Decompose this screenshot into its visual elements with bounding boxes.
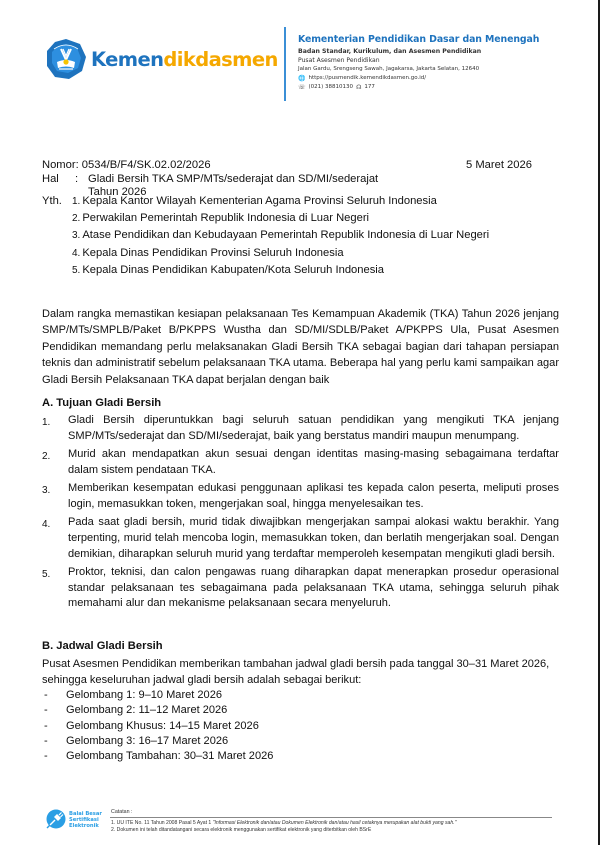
intro-paragraph: Dalam rangka memastikan kesiapan pelaksanaan Tes Kemampuan Akademik (TKA) Tahun 2026 jenjang SMP/MTs/SMPLB/Paket B/PKPPS Wustha dan SD/MI/SDLB/Paket A/PKPPS Ula, Pusat Asesmen Pendidikan memandang perlu melaksanakan Gladi Bersih TKA sebagai bagian dari tahapan persiapan teknis dan administratif sebelum pelaksanaan TKA utama. Beberapa hal yang perlu kami sampaikan agar Gladi Bersih Pelaksanaan TKA dapat berjalan dengan baik: [42, 308, 559, 386]
bullet-dash: -: [44, 689, 48, 701]
headset-icon: ☊: [356, 83, 362, 91]
objectives-list: [42, 413, 559, 615]
schedule-text: Gelombang 3: 16–17 Maret 2026: [66, 734, 229, 747]
recipient-text: Kepala Dinas Pendidikan Kabupaten/Kota Seluruh Indonesia: [82, 263, 385, 276]
objective-text: Gladi Bersih diperuntukkan bagi seluruh satuan pendidikan yang mengikuti TKA jenjang SMP/MTs/sederajat dan SD/MI/sederajat, baik yang berstatus mandiri maupun menumpang.: [68, 414, 559, 442]
note-1-quote: "Informasi Elektronik dan/atau Dokumen Elektronik dan/atau hasil cetaknya merupakan alat bukti yang sah.": [212, 820, 457, 826]
objective-item: [42, 481, 559, 513]
agency-name: Badan Standar, Kurikulum, dan Asesmen Pendidikan: [298, 48, 482, 55]
objective-number: 5.: [42, 568, 51, 580]
recipient-item: [72, 229, 489, 246]
ministry-logo: [45, 38, 278, 80]
contact-row: [298, 84, 539, 91]
letter-number-label: Nomor:: [42, 159, 79, 171]
recipient-text: Kepala Kantor Wilayah Kementerian Agama Provinsi Seluruh Indonesia: [82, 195, 437, 207]
schedule-list: [44, 688, 273, 764]
objective-number: 4.: [42, 518, 51, 530]
recipient-item: [72, 247, 489, 264]
letterhead-info: [298, 34, 539, 91]
note-1: [111, 820, 456, 826]
recipient-number: 4.: [72, 247, 81, 259]
bsre-name: [69, 811, 102, 829]
letterhead-divider: [284, 27, 286, 101]
recipient-text: Atase Pendidikan dan Kebudayaan Pemerintah Republik Indonesia di Luar Negeri: [82, 229, 490, 242]
hotline-number: 177: [364, 84, 375, 90]
bullet-dash: -: [44, 750, 48, 763]
schedule-item: [44, 749, 273, 764]
objective-text: Memberikan kesempatan edukasi penggunaan aplikasi tes kepada calon peserta, meliputi proses login, memasukkan token, mengerjakan soal, hingga menyelesaikan tes.: [68, 481, 559, 510]
schedule-item: [44, 688, 273, 703]
objective-text: Pada saat gladi bersih, murid tidak diwajibkan mengerjakan sampai alokasi waktu berakhir. Yang terpenting, murid telah mencoba login, memasukkan token, dan berlatih mengerjakan soal. Dengan demikian, diharapkan seluruh murid yang terdaftar memperoleh kesempatan mengikuti gladi bersih.: [68, 515, 559, 560]
recipient-item: [72, 264, 489, 281]
website-row: [298, 75, 539, 82]
globe-icon: 🌐: [298, 74, 306, 82]
brand-wordmark-part1: Kemen: [91, 47, 164, 71]
recipients-label: Yth.: [42, 195, 62, 207]
schedule-item: [44, 703, 273, 718]
unit-name: Pusat Asesmen Pendidikan: [298, 57, 380, 64]
recipient-item: [72, 195, 489, 212]
notes-title: Catatan :: [111, 809, 133, 815]
objective-item: [42, 447, 559, 479]
ministry-name: Kementerian Pendidikan Dasar dan Menengah: [298, 34, 540, 45]
website-link[interactable]: https://pusmendik.kemendikdasmen.go.id/: [308, 75, 427, 81]
brand-wordmark-part2: dikdasmen: [163, 47, 278, 71]
bsre-plug-icon: [45, 809, 66, 830]
brand-wordmark: [91, 48, 278, 71]
objective-number: 2.: [42, 450, 51, 462]
bullet-dash: -: [44, 734, 48, 747]
subject-line-2: Tahun 2026: [88, 186, 147, 199]
objective-text: Proktor, teknisi, dan calon pengawas ruang diharapkan dapat menerapkan prosedur operasional standar pelaksanaan tes sebagaimana pada pelaksanaan TKA utama, sehingga seluruh pihak memahami alur dan mekanisme pelaksanaan secara menyeluruh.: [68, 565, 559, 610]
subject-line-1: Gladi Bersih TKA SMP/MTs/sederajat dan SD/MI/sederajat: [88, 173, 379, 185]
letter-number-value: 0534/B/F4/SK.02.02/2026: [81, 159, 211, 171]
bsre-line: Elektronik: [69, 822, 99, 829]
schedule-text: Gelombang Khusus: 14–15 Maret 2026: [66, 719, 259, 732]
note-1-prefix: 1. UU ITE No. 11 Tahun 2008 Pasal 5 Ayat 1: [111, 820, 213, 826]
recipient-number: 2.: [72, 213, 81, 225]
objective-item: [42, 515, 559, 562]
schedule-item: [44, 719, 273, 734]
subject-label: Hal: [42, 173, 59, 185]
bsre-logo: [45, 809, 102, 830]
objective-item: [42, 413, 559, 445]
letter-date: 5 Maret 2026: [466, 159, 532, 171]
section-a-heading: A. Tujuan Gladi Bersih: [42, 397, 162, 409]
objective-number: 3.: [42, 484, 51, 496]
recipient-number: 1.: [72, 196, 81, 207]
note-2: 2. Dokumen ini telah ditandatangani secara elektronik menggunakan sertifikat elektronik yang diterbitkan oleh BSrE: [111, 827, 372, 833]
recipient-number: 3.: [72, 230, 81, 242]
letter-number: [42, 159, 211, 172]
schedule-text: Gelombang 1: 9–10 Maret 2026: [66, 689, 222, 701]
bsre-line: Balai Besar: [69, 810, 102, 817]
schedule-intro: Pusat Asesmen Pendidikan memberikan tambahan jadwal gladi bersih pada tanggal 30–31 Maret 2026, sehingga keseluruhan jadwal gladi bersih adalah sebagai berikut:: [42, 658, 550, 686]
schedule-text: Gelombang Tambahan: 30–31 Maret 2026: [66, 750, 274, 763]
recipients-list: [72, 195, 489, 281]
subject-colon: :: [75, 173, 79, 185]
section-b-heading: B. Jadwal Gladi Bersih: [42, 640, 163, 652]
schedule-text: Gelombang 2: 11–12 Maret 2026: [66, 704, 228, 717]
notes-divider: [110, 817, 552, 818]
objective-item: [42, 565, 559, 612]
objective-number: 1.: [42, 417, 51, 428]
recipient-text: Kepala Dinas Pendidikan Provinsi Seluruh Indonesia: [82, 246, 344, 259]
phone-icon: ☏: [298, 83, 306, 91]
recipient-text: Perwakilan Pemerintah Republik Indonesia di Luar Negeri: [82, 212, 370, 225]
bsre-line: Sertifikasi: [69, 816, 99, 823]
bullet-dash: -: [44, 719, 48, 732]
recipient-item: [72, 212, 489, 229]
schedule-item: [44, 734, 273, 749]
tut-wuri-handayani-emblem-icon: [45, 38, 87, 80]
recipient-number: 5.: [72, 264, 81, 276]
bullet-dash: -: [44, 704, 48, 717]
objective-text: Murid akan mendapatkan akun sesuai dengan identitas masing-masing sebagaimana terdaftar dalam sistem pendataan TKA.: [68, 447, 559, 476]
phone-number: (021) 38810130: [308, 84, 354, 90]
address: Jalan Gardu, Srengseng Sawah, Jagakarsa, Jakarta Selatan, 12640: [298, 66, 480, 72]
